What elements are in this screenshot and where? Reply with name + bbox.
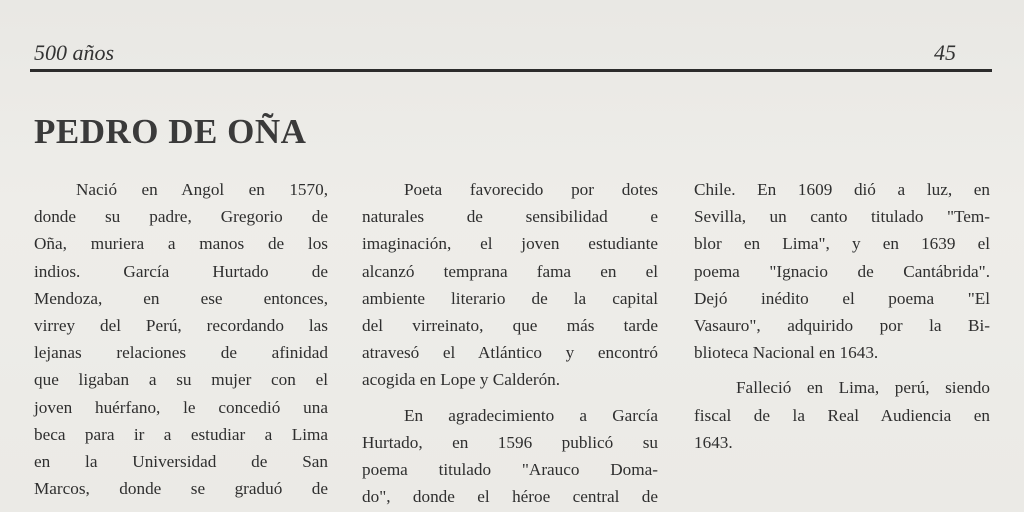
text-line: donde su padre, Gregorio de [34, 207, 328, 227]
text-line: Vasauro", adquirido por la Bi- [694, 315, 990, 335]
text-line: Oña, muriera a manos de los [34, 234, 328, 254]
header-publication-title: 500 años [34, 40, 115, 65]
text-line: fiscal de la Real Audiencia en [694, 405, 990, 425]
text-line: Sevilla, un canto titulado "Tem- [694, 207, 990, 227]
text-line: ambiente literario de la capital [362, 288, 658, 308]
text-line: Mendoza, en ese entonces, [34, 288, 328, 308]
text-line: Chile. En 1609 dió a luz, en [694, 180, 990, 199]
article-title: PEDRO DE OÑA [34, 112, 307, 151]
text-line: del virreinato, que más tarde [362, 315, 658, 335]
text-line: indios. García Hurtado de [34, 261, 328, 281]
text-line: poema titulado "Arauco Doma- [362, 459, 658, 479]
text-line: Hurtado, en 1596 publicó su [362, 432, 658, 452]
text-line: Falleció en Lima, perú, siendo [736, 378, 990, 398]
text-line: do", donde el héroe central de [362, 487, 658, 507]
text-line: blioteca Nacional en 1643. [694, 343, 879, 363]
text-line: alcanzó temprana fama en el [362, 261, 658, 281]
text-line: joven huérfano, le concedió una [34, 397, 328, 417]
text-line: que ligaban a su mujer con el [34, 370, 328, 390]
text-line: atravesó el Atlántico y encontró [362, 343, 658, 363]
text-line: 1643. [694, 432, 733, 452]
text-line: blor en Lima", y en 1639 el [694, 234, 990, 254]
header-rule [30, 69, 992, 72]
text-line: Marcos, donde se graduó de [34, 479, 328, 499]
text-line: poema "Ignacio de Cantábrida". [694, 261, 990, 281]
text-line: en la Universidad de San [34, 451, 328, 471]
text-line: imaginación, el joven estudiante [362, 234, 658, 254]
text-line: Poeta favorecido por dotes [404, 180, 658, 199]
page-number: 45 [934, 40, 956, 65]
text-line: lejanas relaciones de afinidad [34, 343, 328, 363]
text-column-2 [362, 176, 658, 510]
paragraph-gap [362, 394, 658, 402]
text-line: Dejó inédito el poema "El [694, 288, 990, 308]
text-line: naturales de sensibilidad e [362, 207, 658, 227]
running-header [34, 38, 990, 68]
text-column-1 [34, 176, 328, 502]
text-column-3 [694, 176, 990, 456]
text-line: En agradecimiento a García [404, 405, 658, 425]
text-line: beca para ir a estudiar a Lima [34, 424, 328, 444]
text-line: virrey del Perú, recordando las [34, 315, 328, 335]
paragraph-gap [694, 366, 990, 374]
text-line: Nació en Angol en 1570, [76, 180, 328, 199]
text-line: acogida en Lope y Calderón. [362, 370, 561, 390]
